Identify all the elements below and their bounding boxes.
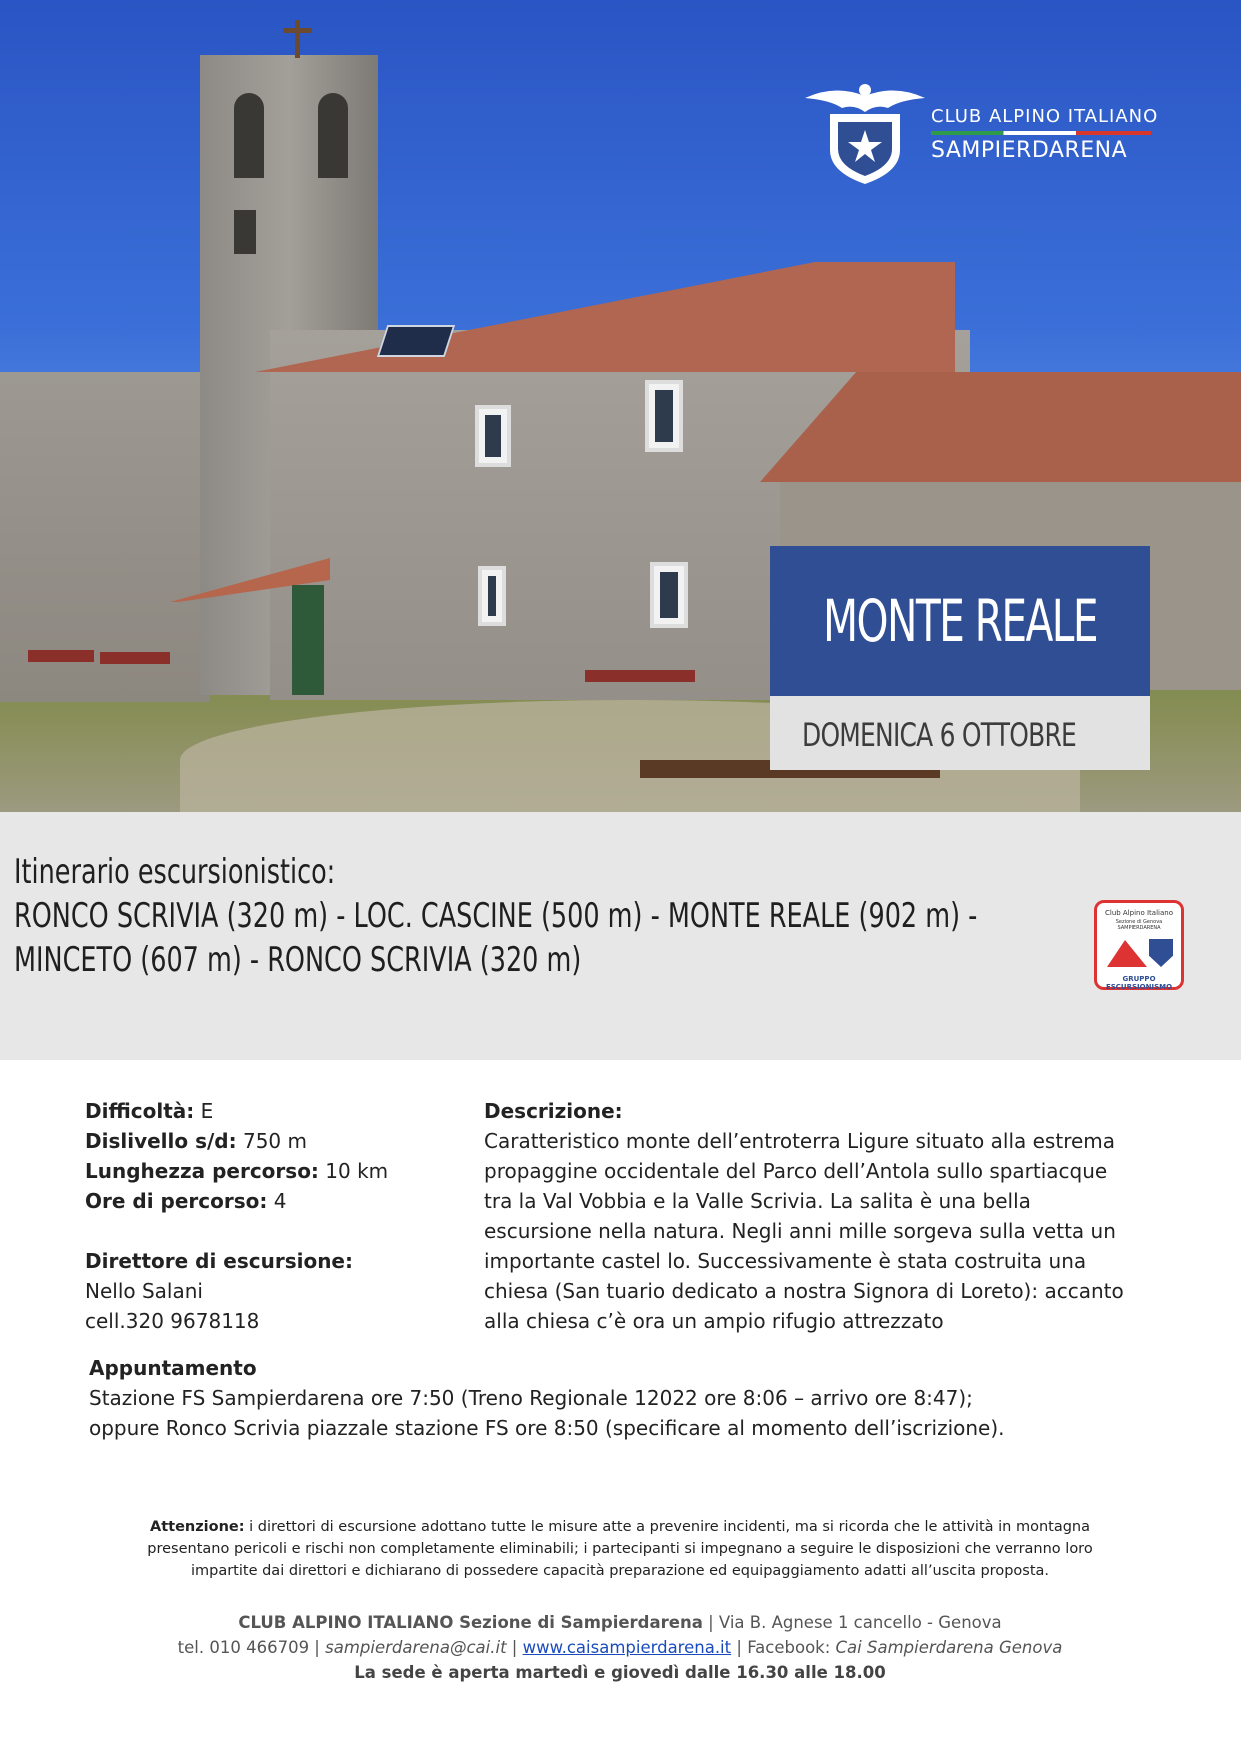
director-name: Nello Salani [85, 1279, 203, 1303]
page-title: MONTE REALE [822, 587, 1098, 655]
elevation-label: Dislivello s/d: [85, 1129, 237, 1153]
details-column [85, 1096, 465, 1336]
footer-separator: | [506, 1638, 523, 1657]
bench [100, 652, 170, 664]
description-column [484, 1096, 1144, 1336]
warning-line: i direttori di escursione adottano tutte le misure atte a prevenire incidenti, ma si ricorda che le attività in montagna [244, 1519, 1091, 1535]
footer-line-2 [60, 1635, 1180, 1660]
window [475, 405, 511, 467]
event-date: DOMENICA 6 OTTOBRE [802, 716, 1076, 754]
window [478, 566, 506, 626]
window [650, 562, 688, 628]
window [645, 380, 683, 452]
bench [585, 670, 695, 682]
cai-shield-icon [1149, 939, 1173, 967]
footer-email[interactable]: sampierdarena@cai.it [325, 1638, 507, 1657]
itinerary-line: MINCETO (607 m) - RONCO SCRIVIA (320 m) [14, 940, 582, 980]
appointment-label-row [89, 1353, 1189, 1383]
difficulty-row [85, 1096, 465, 1126]
director-phone: cell.320 9678118 [85, 1309, 260, 1333]
cai-eagle-emblem-icon [800, 76, 930, 186]
footer-phone: tel. 010 466709 [177, 1638, 310, 1657]
description-line: importante castel lo. Successivamente è stata costruita una [484, 1249, 1087, 1273]
itinerary-text [14, 850, 977, 982]
description-label: Descrizione: [484, 1099, 623, 1123]
itinerary-band [0, 812, 1241, 1060]
footer [60, 1610, 1180, 1685]
footer-separator: | [731, 1638, 748, 1657]
date-box [770, 696, 1150, 770]
badge-sub-text: Sezione di Genova SAMPIERDARENA [1115, 919, 1163, 931]
footer-hours: La sede è aperta martedì e giovedì dalle 16.30 alle 18.00 [354, 1663, 886, 1682]
footer-facebook-label: Facebook: [747, 1638, 836, 1657]
cross-icon [283, 28, 312, 33]
warning-label: Attenzione: [149, 1519, 245, 1535]
appointment-section [89, 1353, 1189, 1443]
cai-logo [800, 76, 1160, 186]
warning-notice [60, 1516, 1180, 1582]
description-label-row [484, 1096, 1144, 1126]
footer-org: CLUB ALPINO ITALIANO Sezione di Sampierdarena [238, 1613, 703, 1632]
itinerary-label: Itinerario escursionistico: [14, 852, 336, 892]
hours-label: Ore di percorso: [85, 1189, 268, 1213]
logo-line-club: CLUB ALPINO ITALIANO [931, 106, 1159, 127]
appointment-label: Appuntamento [89, 1356, 257, 1380]
length-label: Lunghezza percorso: [85, 1159, 319, 1183]
footer-facebook-name: Cai Sampierdarena Genova [835, 1638, 1063, 1657]
appointment-line: Stazione FS Sampierdarena ore 7:50 (Treno Regionale 12022 ore 8:06 – arrivo ore 8:47); [89, 1386, 973, 1410]
tricolor-rule [931, 131, 1151, 135]
mountain-icon [1107, 937, 1147, 967]
tower-opening [318, 93, 348, 178]
footer-address: Via B. Agnese 1 cancello - Genova [718, 1613, 1002, 1632]
elevation-row [85, 1126, 465, 1156]
title-box [770, 546, 1150, 696]
badge-top-text: Club Alpino Italiano [1104, 909, 1173, 917]
solar-panel [377, 325, 455, 357]
church-door [292, 585, 324, 695]
director-label-row [85, 1246, 465, 1276]
itinerary-line: RONCO SCRIVIA (320 m) - LOC. CASCINE (500 m) - MONTE REALE (902 m) - [14, 896, 978, 936]
footer-separator: | [309, 1638, 326, 1657]
escursionismo-badge [1094, 900, 1184, 990]
tower-window [234, 210, 256, 254]
description-line: Caratteristico monte dell’entroterra Ligure situato alla estrema [484, 1129, 1116, 1153]
description-line: propaggine occidentale del Parco dell’Antola sullo spartiacque [484, 1159, 1108, 1183]
footer-website-link[interactable]: www.caisampierdarena.it [522, 1638, 732, 1657]
badge-bottom-text: GRUPPO ESCURSIONISMO [1105, 975, 1173, 991]
length-value: 10 km [325, 1159, 389, 1183]
description-line: alla chiesa c’è ora un ampio rifugio attrezzato [484, 1309, 944, 1333]
hours-row [85, 1186, 465, 1216]
elevation-value: 750 m [242, 1129, 307, 1153]
tower-opening [234, 93, 264, 178]
description-line: tra la Val Vobbia e la Valle Scrivia. La salita è una bella [484, 1189, 1031, 1213]
description-line: chiesa (San tuario dedicato a nostra Signora di Loreto): accanto [484, 1279, 1124, 1303]
description-line: escursione nella natura. Negli anni mille sorgeva sulla vetta un [484, 1219, 1116, 1243]
bench [28, 650, 94, 662]
hours-value: 4 [273, 1189, 287, 1213]
logo-line-section: SAMPIERDARENA [931, 138, 1128, 163]
director-label: Direttore di escursione: [85, 1249, 353, 1273]
footer-line-1 [60, 1610, 1180, 1635]
footer-separator: | [702, 1613, 719, 1632]
difficulty-value: E [200, 1099, 214, 1123]
difficulty-label: Difficoltà: [85, 1099, 195, 1123]
warning-line: presentano pericoli e rischi non completamente eliminabili; i partecipanti si impegnano a seguire le disposizioni che verranno loro [147, 1541, 1093, 1557]
appointment-line: oppure Ronco Scrivia piazzale stazione FS ore 8:50 (specificare al momento dell’iscrizione). [89, 1416, 1005, 1440]
cross-icon [295, 20, 300, 58]
warning-line: impartite dai direttori e dichiarano di possedere capacità preparazione ed equipaggiamento adatti all’uscita proposta. [190, 1563, 1050, 1579]
length-row [85, 1156, 465, 1186]
